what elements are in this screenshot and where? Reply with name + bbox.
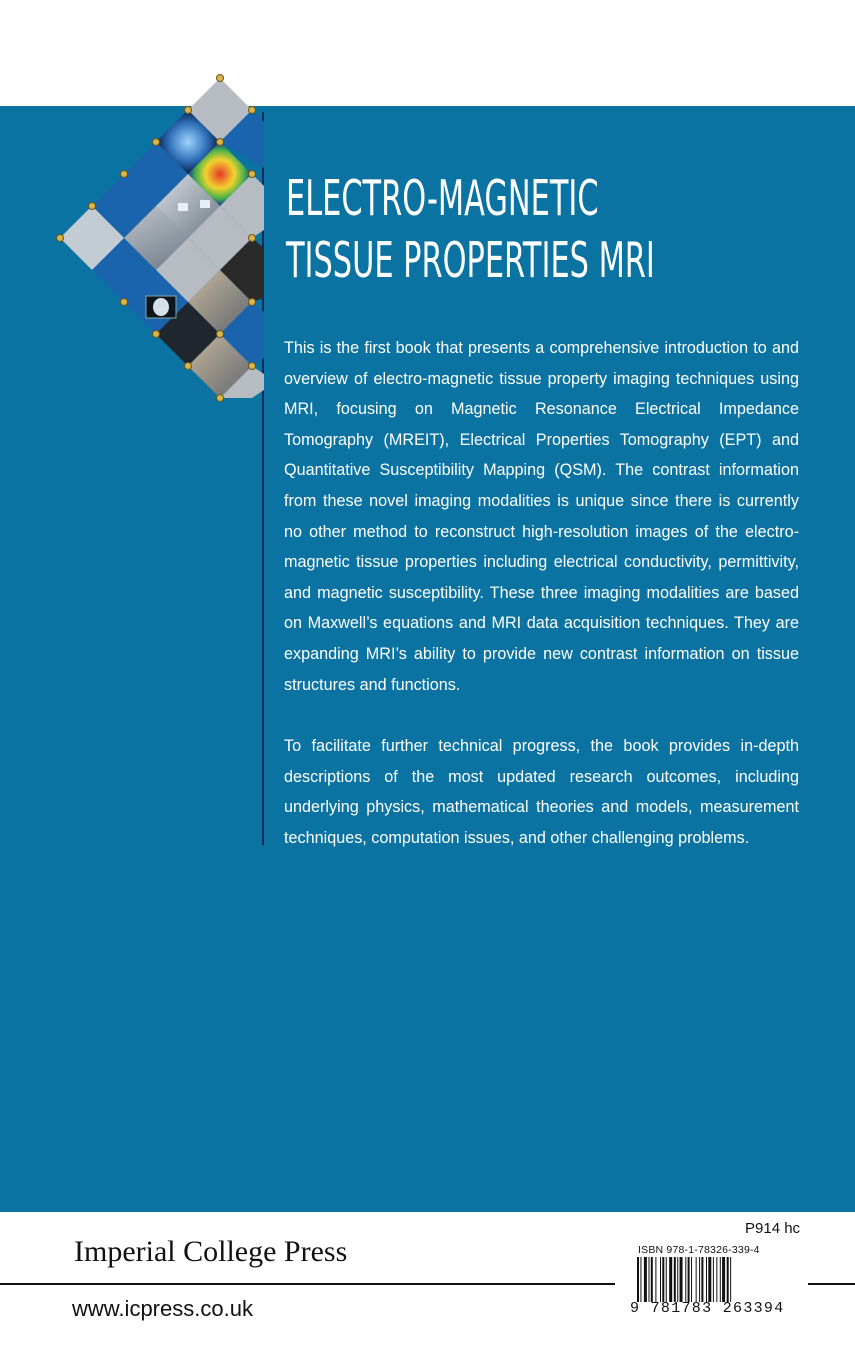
barcode-bar <box>640 1257 641 1302</box>
barcode-bar <box>655 1257 656 1302</box>
barcode-bar <box>651 1257 653 1302</box>
footer-rule-left <box>0 1283 615 1285</box>
barcode-bar <box>730 1257 731 1302</box>
title-line-1: ELECTRO-MAGNETIC <box>286 170 599 227</box>
barcode-bar <box>662 1257 664 1302</box>
barcode-bar <box>699 1257 700 1302</box>
barcode-bar <box>722 1257 725 1302</box>
barcode-bar <box>685 1257 686 1302</box>
barcode-bar <box>644 1257 647 1302</box>
description-paragraph-2: To facilitate further technical progress, the book provides in-depth descriptions of the most updated research outcomes, including underlying physics, mathematical theories and models, measurement techniques, computation issues, and other challenging problems. <box>284 737 799 847</box>
barcode-bar <box>701 1257 703 1302</box>
barcode-bar <box>660 1257 661 1302</box>
description-paragraph-1: This is the first book that presents a comprehensive introduction to and overview of electro-magnetic tissue property imaging techniques using MRI, focusing on Magnetic Resonance Electrical Impedance Tomography (MREIT), Electrical Properties Tomography (EPT) and Quantitative Susceptibility Mapping (QSM). The contrast information from these novel imaging modalities is unique since there is currently no other method to reconstruct high-resolution images of the electro-magnetic tissue properties including electrical conductivity, permittivity, and magnetic susceptibility. These three imaging modalities are based on Maxwell’s equations and MRI data acquisition techniques. They are expanding MRI’s ability to provide new contrast information on tissue structures and functions. <box>284 339 799 694</box>
barcode-bar <box>649 1257 650 1302</box>
barcode-bar <box>708 1257 711 1302</box>
publisher-website: www.icpress.co.uk <box>72 1296 253 1321</box>
title-line-2: TISSUE PROPERTIES MRI <box>286 232 655 289</box>
barcode-bar <box>688 1257 690 1302</box>
barcode-bar <box>674 1257 676 1302</box>
footer-rule-right <box>808 1283 855 1285</box>
product-code: P914 hc <box>745 1220 801 1237</box>
barcode-bar <box>637 1257 639 1302</box>
barcode-bar <box>716 1257 717 1302</box>
book-description <box>284 333 799 885</box>
barcode-bar <box>727 1257 729 1302</box>
barcode-bar <box>706 1257 707 1302</box>
barcode-bar <box>669 1257 672 1302</box>
barcode-bar <box>720 1257 721 1302</box>
barcode-digits: 9 781783 263394 <box>630 1300 785 1317</box>
isbn-text: ISBN 978-1-78326-339-4 <box>638 1244 760 1256</box>
mri-collage-mosaic <box>50 68 270 408</box>
barcode-bar <box>666 1257 667 1302</box>
publisher-name: Imperial College Press <box>74 1235 348 1268</box>
barcode-bar <box>696 1257 697 1302</box>
barcode-bar <box>680 1257 683 1302</box>
barcode-bar <box>691 1257 692 1302</box>
barcode-bar <box>677 1257 678 1302</box>
barcode-bar <box>713 1257 714 1302</box>
book-title <box>286 168 655 292</box>
barcode <box>635 1257 785 1302</box>
